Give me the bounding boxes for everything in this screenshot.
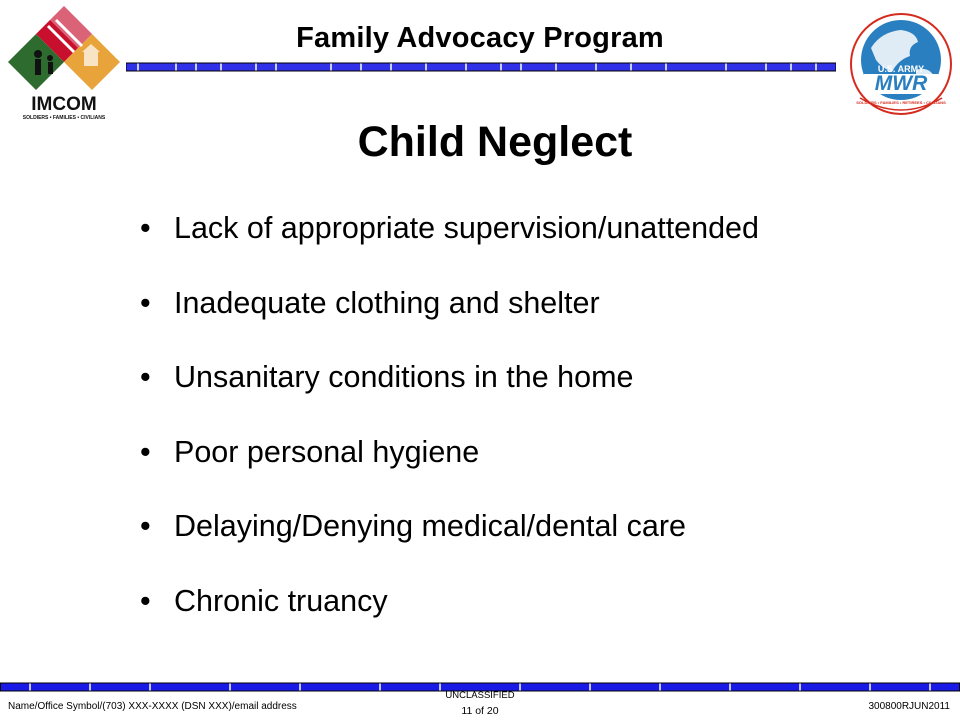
footer-classification: UNCLASSIFIED: [445, 690, 515, 701]
list-item: [140, 579, 759, 654]
mwr-logo-text: MWR: [874, 72, 928, 95]
bullet-icon: •: [140, 211, 151, 245]
bullet-icon: •: [140, 360, 151, 394]
list-item: [140, 281, 759, 356]
bullet-text: Unsanitary conditions in the home: [174, 360, 634, 394]
mwr-logo-top-text: U.S. ARMY: [877, 64, 925, 74]
bullet-text: Poor personal hygiene: [174, 434, 480, 469]
bullet-text: Chronic truancy: [174, 583, 388, 618]
bullet-icon: •: [140, 434, 151, 469]
bullet-text: Delaying/Denying medical/dental care: [174, 509, 687, 543]
imcom-logo-tagline: SOLDIERS • FAMILIES • CIVILIANS: [22, 115, 106, 121]
page-total: 20: [486, 705, 499, 717]
header-title: Family Advocacy Program: [296, 22, 664, 54]
list-item: [140, 355, 759, 430]
imcom-logo-text: IMCOM: [31, 94, 97, 115]
footer-page-number: [380, 705, 580, 717]
list-item: [140, 430, 759, 505]
mwr-logo: [846, 10, 956, 122]
bullet-text: Inadequate clothing and shelter: [174, 285, 600, 320]
bullet-icon: •: [140, 285, 151, 320]
page-of: of: [475, 705, 484, 717]
bullet-icon: •: [140, 509, 151, 543]
slide-title: Child Neglect: [357, 118, 633, 166]
mwr-logo-ring-text: SOLDIERS • FAMILIES • RETIREES • CIVILIANS: [856, 100, 946, 105]
page-current: 11: [461, 705, 473, 717]
bullet-list: [140, 206, 759, 653]
header-divider-bar: [126, 60, 836, 74]
footer-contact: Name/Office Symbol/(703) XXX-XXXX (DSN XXX)/email address: [8, 701, 297, 712]
bullet-icon: •: [140, 583, 151, 618]
bullet-text: Lack of appropriate supervision/unattended: [174, 211, 759, 245]
footer-dtg: 300800RJUN2011: [868, 701, 950, 712]
list-item: [140, 504, 759, 579]
list-item: [140, 206, 759, 281]
